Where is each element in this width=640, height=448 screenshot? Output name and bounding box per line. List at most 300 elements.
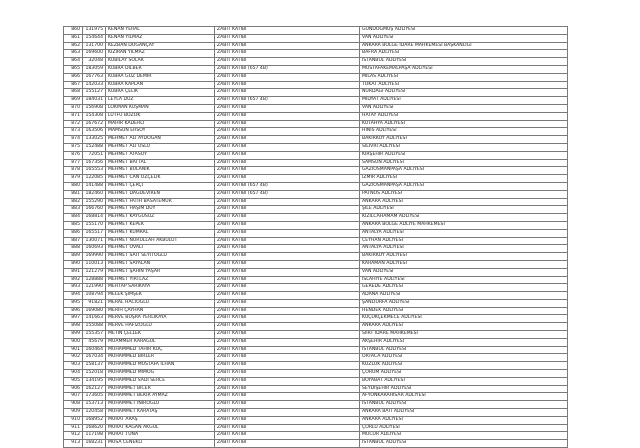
row-number-cell: 908: [64, 401, 83, 409]
court-unit-cell: CEYHAN ADLIYESI: [360, 237, 568, 245]
job-title-cell: ZABIT KATIBI: [215, 354, 360, 362]
row-number-cell: 889: [64, 253, 83, 261]
court-unit-cell: KIZILCAHAMAM ADLIYESI: [360, 214, 568, 222]
registry-number-cell: 131700: [83, 42, 106, 50]
full-name-cell: MUHAMMET KARATAŞ: [106, 409, 215, 417]
court-unit-cell: PATNOS ADLIYESI: [360, 190, 568, 198]
registry-number-cell: 168952: [83, 416, 106, 424]
full-name-cell: MEHMET BULANIK: [106, 167, 215, 175]
table-row: [64, 167, 568, 175]
table-row: [64, 237, 568, 245]
job-title-cell: ZABIT KATIBI: [215, 292, 360, 300]
registry-number-cell: 121990: [83, 284, 106, 292]
table-row: [64, 198, 568, 206]
row-number-cell: 887: [64, 237, 83, 245]
table-row: [64, 104, 568, 112]
job-title-cell: ZABIT KATIBI: [215, 416, 360, 424]
court-unit-cell: GAZİOSMANPAŞA ADLIYESI: [360, 182, 568, 190]
registry-number-cell: 133025: [83, 136, 106, 144]
registry-number-cell: 168814: [83, 214, 106, 222]
court-unit-cell: KÜÇÜKÇEKMECE ADLIYESI: [360, 315, 568, 323]
job-title-cell: ZABIT KATIBI: [215, 34, 360, 42]
job-title-cell: ZABIT KATIBI: [215, 221, 360, 229]
full-name-cell: MURAT ARAŞ: [106, 416, 215, 424]
row-number-cell: 877: [64, 159, 83, 167]
job-title-cell: ZABIT KATIBI: [215, 167, 360, 175]
job-title-cell: ZABIT KATIBI: [215, 245, 360, 253]
table-row: [64, 143, 568, 151]
registry-number-cell: 167763: [83, 73, 106, 81]
registry-number-cell: 160693: [83, 245, 106, 253]
job-title-cell: ZABIT KATIBI: [215, 331, 360, 339]
full-name-cell: MEHMET ÇERÇI: [106, 182, 215, 190]
full-name-cell: MELEK ŞIMŞEK: [106, 292, 215, 300]
full-name-cell: MEHMET ATASOY: [106, 151, 215, 159]
row-number-cell: 900: [64, 338, 83, 346]
full-name-cell: LOKMAN KUŞMAN: [106, 104, 215, 112]
registry-number-cell: 165517: [83, 229, 106, 237]
full-name-cell: LEYLA DÜZ: [106, 97, 215, 105]
job-title-cell: ZABIT KATIBI: [215, 214, 360, 222]
job-title-cell: ZABIT KATIBI: [215, 424, 360, 432]
registry-number-cell: 162127: [83, 385, 106, 393]
table-row: [64, 331, 568, 339]
row-number-cell: 909: [64, 409, 83, 417]
court-unit-cell: HATAY ADLIYESI: [360, 112, 568, 120]
registry-number-cell: 168620: [83, 424, 106, 432]
full-name-cell: KENAN YILMAZ: [106, 34, 215, 42]
full-name-cell: METIN ÇELLEK: [106, 331, 215, 339]
table-row: [64, 89, 568, 97]
row-number-cell: 897: [64, 315, 83, 323]
court-unit-cell: MUSTAFAKEMALPAŞA ADLIYESI: [360, 65, 568, 73]
full-name-cell: MERVE HAFIZOĞLU: [106, 323, 215, 331]
table-row: [64, 58, 568, 66]
court-unit-cell: ANKARA BÖLGE ADLİYE MAHKEMESİ: [360, 221, 568, 229]
row-number-cell: 860: [64, 27, 83, 35]
court-unit-cell: VAN ADLIYESI: [360, 104, 568, 112]
row-number-cell: 903: [64, 362, 83, 370]
court-unit-cell: İSTANBUL ADLIYESI: [360, 401, 568, 409]
registry-number-cell: 141488: [83, 182, 106, 190]
table-row: [64, 362, 568, 370]
registry-number-cell: 183059: [83, 65, 106, 73]
court-unit-cell: ANKARA BÖLGE İDARE MAHKEMESİ BAŞKANLIĞI: [360, 42, 568, 50]
court-unit-cell: AFYONKARAHİSAR ADLIYESI: [360, 393, 568, 401]
full-name-cell: MEHMET BATTAL: [106, 159, 215, 167]
row-number-cell: 894: [64, 292, 83, 300]
table-row: [64, 260, 568, 268]
registry-number-cell: 155357: [83, 331, 106, 339]
table-row: [64, 292, 568, 300]
job-title-cell: ZABIT KATIBI: [215, 58, 360, 66]
court-unit-cell: KÜTAHYA ADLIYESI: [360, 120, 568, 128]
full-name-cell: MERIH ÇAYHAN: [106, 307, 215, 315]
row-number-cell: 865: [64, 65, 83, 73]
job-title-cell: ZABIT KATIBI: [215, 206, 360, 214]
job-title-cell: ZABIT KATIBI: [215, 237, 360, 245]
registry-number-cell: 130071: [83, 237, 106, 245]
job-title-cell: ZABIT KATIBI: [215, 175, 360, 183]
table-row: [64, 409, 568, 417]
row-number-cell: 886: [64, 229, 83, 237]
table-row: [64, 65, 568, 73]
table-row: [64, 50, 568, 58]
table-row: [64, 175, 568, 183]
registry-number-cell: 128888: [83, 276, 106, 284]
table-row: [64, 323, 568, 331]
court-unit-cell: KOZLUK ADLIYESI: [360, 362, 568, 370]
table-row: [64, 136, 568, 144]
court-unit-cell: TOKAT ADLIYESI: [360, 81, 568, 89]
row-number-cell: 876: [64, 151, 83, 159]
court-unit-cell: SAMSUN ADLIYESI: [360, 159, 568, 167]
registry-number-cell: 134195: [83, 377, 106, 385]
full-name-cell: MEHMET CAN ÖZÇELIK: [106, 175, 215, 183]
full-name-cell: MERAL HACIOĞLU: [106, 299, 215, 307]
full-name-cell: MEHMET FATIH BASATEMÜR: [106, 198, 215, 206]
table-row: [64, 370, 568, 378]
court-unit-cell: AKŞEHİR ADLIYESI: [360, 338, 568, 346]
row-number-cell: 863: [64, 50, 83, 58]
full-name-cell: MUHAMMED MIMOĞ: [106, 370, 215, 378]
court-unit-cell: ÇORLU ADLIYESI: [360, 424, 568, 432]
job-title-cell: ZABIT KATIBI: [215, 432, 360, 440]
court-unit-cell: ANKARA BATI ADLIYESI: [360, 409, 568, 417]
table-row: [64, 393, 568, 401]
row-number-cell: 888: [64, 245, 83, 253]
job-title-cell: ZABIT KATIBI (657 4B): [215, 182, 360, 190]
full-name-cell: MEHMET SAYALAN: [106, 260, 215, 268]
court-unit-cell: SİLİVRİ ADLIYESI: [360, 143, 568, 151]
table-row: [64, 112, 568, 120]
row-number-cell: 883: [64, 206, 83, 214]
registry-number-cell: 131975: [83, 27, 106, 35]
job-title-cell: ZABIT KATIBI: [215, 268, 360, 276]
table-row: [64, 221, 568, 229]
row-number-cell: 890: [64, 260, 83, 268]
row-number-cell: 874: [64, 136, 83, 144]
table-row: [64, 401, 568, 409]
court-unit-cell: HENDEK ADLIYESI: [360, 307, 568, 315]
row-number-cell: 896: [64, 307, 83, 315]
full-name-cell: MUAMMER KARAGÜL: [106, 338, 215, 346]
court-unit-cell: İZMİR ADLIYESI: [360, 175, 568, 183]
job-title-cell: ZABIT KATIBI: [215, 323, 360, 331]
court-unit-cell: VAN ADLIYESI: [360, 268, 568, 276]
full-name-cell: MEHMET KAYGUSUZ: [106, 214, 215, 222]
job-title-cell: ZABIT KATIBI: [215, 42, 360, 50]
job-title-cell: ZABIT KATIBI: [215, 27, 360, 35]
full-name-cell: MUHAMMED BIRLER: [106, 354, 215, 362]
job-title-cell: ZABIT KATIBI: [215, 50, 360, 58]
table-row: [64, 299, 568, 307]
full-name-cell: KENAN YERAL: [106, 27, 215, 35]
registry-number-cell: 169080: [83, 307, 106, 315]
table-body: [64, 27, 568, 448]
registry-number-cell: 141663: [83, 315, 106, 323]
registry-number-cell: 155088: [83, 323, 106, 331]
table-row: [64, 159, 568, 167]
row-number-cell: 912: [64, 432, 83, 440]
row-number-cell: 895: [64, 299, 83, 307]
registry-number-cell: 154644: [83, 34, 106, 42]
registry-number-cell: 155290: [83, 198, 106, 206]
court-unit-cell: BAFRA ADLIYESI: [360, 50, 568, 58]
table-row: [64, 432, 568, 440]
job-title-cell: ZABIT KATIBI: [215, 370, 360, 378]
table-row: [64, 34, 568, 42]
row-number-cell: 864: [64, 58, 83, 66]
court-unit-cell: ANTALYA ADLIYESI: [360, 245, 568, 253]
full-name-cell: MEHMET YIRTLAZ: [106, 276, 215, 284]
row-number-cell: 902: [64, 354, 83, 362]
job-title-cell: ZABIT KATIBI: [215, 112, 360, 120]
full-name-cell: KUBRA KAPLAN: [106, 81, 215, 89]
full-name-cell: MURAT KAĞAN AKGÜL: [106, 424, 215, 432]
court-unit-cell: ŞİLE ADLIYESI: [360, 206, 568, 214]
registry-number-cell: 142033: [83, 81, 106, 89]
registry-number-cell: 167034: [83, 354, 106, 362]
registry-number-cell: 169990: [83, 253, 106, 261]
row-number-cell: 861: [64, 34, 83, 42]
job-title-cell: ZABIT KATIBI: [215, 143, 360, 151]
full-name-cell: MUHAMMED MUSTAFA ILHAN: [106, 362, 215, 370]
table-row: [64, 206, 568, 214]
full-name-cell: MEHMET DAĞDEVIREN: [106, 190, 215, 198]
full-name-cell: MUSA CENEKLI: [106, 440, 215, 448]
table-row: [64, 81, 568, 89]
registry-number-cell: 156908: [83, 104, 106, 112]
job-title-cell: ZABIT KATIBI: [215, 362, 360, 370]
full-name-cell: KUBILAY SOLAK: [106, 58, 215, 66]
table-row: [64, 190, 568, 198]
court-unit-cell: MİDYAT ADLIYESI: [360, 97, 568, 105]
table-row: [64, 284, 568, 292]
row-number-cell: 905: [64, 377, 83, 385]
registry-number-cell: 167672: [83, 120, 106, 128]
full-name-cell: KUBRA DILBER: [106, 65, 215, 73]
full-name-cell: MURAT TUNA: [106, 432, 215, 440]
job-title-cell: ZABIT KATIBI: [215, 401, 360, 409]
registry-number-cell: 165553: [83, 167, 106, 175]
job-title-cell: ZABIT KATIBI: [215, 393, 360, 401]
full-name-cell: MERVE BÜŞRA YERLIKAYA: [106, 315, 215, 323]
full-name-cell: MEHMET ALI USLU: [106, 143, 215, 151]
court-unit-cell: MILAS ADLIYESI: [360, 73, 568, 81]
registry-number-cell: 163506: [83, 128, 106, 136]
row-number-cell: 871: [64, 112, 83, 120]
table-row: [64, 245, 568, 253]
registry-number-cell: 155127: [83, 89, 106, 97]
registry-number-cell: 122085: [83, 175, 106, 183]
registry-number-cell: 32048: [83, 58, 106, 66]
job-title-cell: ZABIT KATIBI (657 4B): [215, 190, 360, 198]
row-number-cell: 870: [64, 104, 83, 112]
registry-number-cell: 173605: [83, 393, 106, 401]
registry-number-cell: 91821: [83, 299, 106, 307]
court-unit-cell: ÇORUM ADLIYESI: [360, 370, 568, 378]
registry-number-cell: 167356: [83, 159, 106, 167]
court-unit-cell: MUCUR ADLIYESI: [360, 432, 568, 440]
full-name-cell: LÜTFÜ BOZOK: [106, 112, 215, 120]
job-title-cell: ZABIT KATIBI (657 4B): [215, 97, 360, 105]
table-row: [64, 440, 568, 448]
table-row: [64, 97, 568, 105]
personnel-table: [63, 26, 568, 448]
full-name-cell: KIZIRAN YILMAZ: [106, 50, 215, 58]
job-title-cell: ZABIT KATIBI: [215, 104, 360, 112]
row-number-cell: 875: [64, 143, 83, 151]
job-title-cell: ZABIT KATIBI (657 4B): [215, 65, 360, 73]
court-unit-cell: İSTANBUL ADLIYESI: [360, 346, 568, 354]
job-title-cell: ZABIT KATIBI: [215, 120, 360, 128]
job-title-cell: ZABIT KATIBI: [215, 89, 360, 97]
registry-number-cell: 169600: [83, 50, 106, 58]
registry-number-cell: 154308: [83, 112, 106, 120]
row-number-cell: 910: [64, 416, 83, 424]
court-unit-cell: ORTACA ADLIYESI: [360, 354, 568, 362]
job-title-cell: ZABIT KATIBI: [215, 198, 360, 206]
job-title-cell: ZABIT KATIBI: [215, 377, 360, 385]
full-name-cell: KEZBAN DOĞANÇAY: [106, 42, 215, 50]
table-row: [64, 27, 568, 35]
full-name-cell: MUHAMMET İNIROĞLU: [106, 401, 215, 409]
full-name-cell: MEHMET ALI AYDOĞAN: [106, 136, 215, 144]
table-row: [64, 253, 568, 261]
full-name-cell: MEHMET SAIT SEYITOĞLU: [106, 253, 215, 261]
table-row: [64, 276, 568, 284]
row-number-cell: 879: [64, 175, 83, 183]
full-name-cell: KUBRA GÜZ DEMIR: [106, 73, 215, 81]
row-number-cell: 881: [64, 190, 83, 198]
table-row: [64, 424, 568, 432]
job-title-cell: ZABIT KATIBI: [215, 276, 360, 284]
full-name-cell: MUHAMMED SADI SERCE: [106, 377, 215, 385]
table-row: [64, 120, 568, 128]
row-number-cell: 882: [64, 198, 83, 206]
registry-number-cell: 121279: [83, 268, 106, 276]
registry-number-cell: 182460: [83, 190, 106, 198]
row-number-cell: 880: [64, 182, 83, 190]
registry-number-cell: 166760: [83, 206, 106, 214]
row-number-cell: 862: [64, 42, 83, 50]
court-unit-cell: KIRŞEHİR ADLIYESI: [360, 151, 568, 159]
registry-number-cell: 110013: [83, 260, 106, 268]
full-name-cell: MEHMET NURULLAH AKBULUT: [106, 237, 215, 245]
job-title-cell: ZABIT KATIBI: [215, 128, 360, 136]
row-number-cell: 869: [64, 97, 83, 105]
registry-number-cell: 152018: [83, 370, 106, 378]
job-title-cell: ZABIT KATIBI: [215, 284, 360, 292]
row-number-cell: 878: [64, 167, 83, 175]
registry-number-cell: 168231: [83, 440, 106, 448]
court-unit-cell: İSLAHİYE ADLIYESI: [360, 276, 568, 284]
row-number-cell: 907: [64, 393, 83, 401]
court-unit-cell: GAZİOSMANPAŞA ADLIYESI: [360, 167, 568, 175]
registry-number-cell: 184031: [83, 97, 106, 105]
job-title-cell: ZABIT KATIBI: [215, 385, 360, 393]
row-number-cell: 891: [64, 268, 83, 276]
court-unit-cell: ANTALYA ADLIYESI: [360, 229, 568, 237]
full-name-cell: MUHAMMED TAHIR KOÇ: [106, 346, 215, 354]
table-row: [64, 346, 568, 354]
registry-number-cell: 117198: [83, 432, 106, 440]
court-unit-cell: SEYDİŞEHİR ADLIYESI: [360, 385, 568, 393]
row-number-cell: 885: [64, 221, 83, 229]
court-unit-cell: İSTANBUL ADLIYESI: [360, 58, 568, 66]
registry-number-cell: 152488: [83, 143, 106, 151]
row-number-cell: 866: [64, 73, 83, 81]
full-name-cell: MEHMET OVALI: [106, 245, 215, 253]
table-row: [64, 315, 568, 323]
full-name-cell: KÜBRA ÇELIK: [106, 89, 215, 97]
table-row: [64, 307, 568, 315]
row-number-cell: 873: [64, 128, 83, 136]
full-name-cell: MAHIR KADERLI: [106, 120, 215, 128]
job-title-cell: ZABIT KATIBI: [215, 299, 360, 307]
table-row: [64, 268, 568, 276]
row-number-cell: 892: [64, 276, 83, 284]
job-title-cell: ZABIT KATIBI: [215, 151, 360, 159]
table-row: [64, 151, 568, 159]
court-unit-cell: ANKARA ADLIYESI: [360, 198, 568, 206]
registry-number-cell: 45679: [83, 338, 106, 346]
full-name-cell: MEHMET KEPEK: [106, 221, 215, 229]
court-unit-cell: BOYABAT ADLIYESI: [360, 377, 568, 385]
row-number-cell: 898: [64, 323, 83, 331]
table-row: [64, 338, 568, 346]
job-title-cell: ZABIT KATIBI: [215, 346, 360, 354]
job-title-cell: ZABIT KATIBI: [215, 229, 360, 237]
row-number-cell: 867: [64, 81, 83, 89]
table-row: [64, 42, 568, 50]
full-name-cell: MEHMET HAŞIM DUY: [106, 206, 215, 214]
registry-number-cell: 108794: [83, 292, 106, 300]
job-title-cell: ZABIT KATIBI: [215, 73, 360, 81]
court-unit-cell: ŞANLIURFA ADLIYESI: [360, 299, 568, 307]
row-number-cell: 899: [64, 331, 83, 339]
row-number-cell: 893: [64, 284, 83, 292]
registry-number-cell: 153713: [83, 401, 106, 409]
row-number-cell: 884: [64, 214, 83, 222]
row-number-cell: 901: [64, 346, 83, 354]
full-name-cell: MEHTAP SARIKAYA: [106, 284, 215, 292]
court-unit-cell: İSTANBUL ADLIYESI: [360, 440, 568, 448]
table-row: [64, 229, 568, 237]
table-row: [64, 73, 568, 81]
full-name-cell: MAMSUN ERSOY: [106, 128, 215, 136]
court-unit-cell: BAKIRKÖY ADLIYESI: [360, 253, 568, 261]
row-number-cell: 868: [64, 89, 83, 97]
court-unit-cell: BAKIRKÖY ADLIYESI: [360, 136, 568, 144]
job-title-cell: ZABIT KATIBI: [215, 159, 360, 167]
job-title-cell: ZABIT KATIBI: [215, 260, 360, 268]
table-row: [64, 182, 568, 190]
job-title-cell: ZABIT KATIBI: [215, 338, 360, 346]
job-title-cell: ZABIT KATIBI: [215, 315, 360, 323]
court-unit-cell: SİİRT İDARE MAHKEMESİ: [360, 331, 568, 339]
table-row: [64, 354, 568, 362]
row-number-cell: 911: [64, 424, 83, 432]
registry-number-cell: 158137: [83, 362, 106, 370]
row-number-cell: 913: [64, 440, 83, 448]
registry-number-cell: 155170: [83, 221, 106, 229]
registry-number-cell: 160464: [83, 346, 106, 354]
table-row: [64, 385, 568, 393]
job-title-cell: ZABIT KATIBI: [215, 136, 360, 144]
full-name-cell: MUHAMMET BEKIR AYMAZ: [106, 393, 215, 401]
